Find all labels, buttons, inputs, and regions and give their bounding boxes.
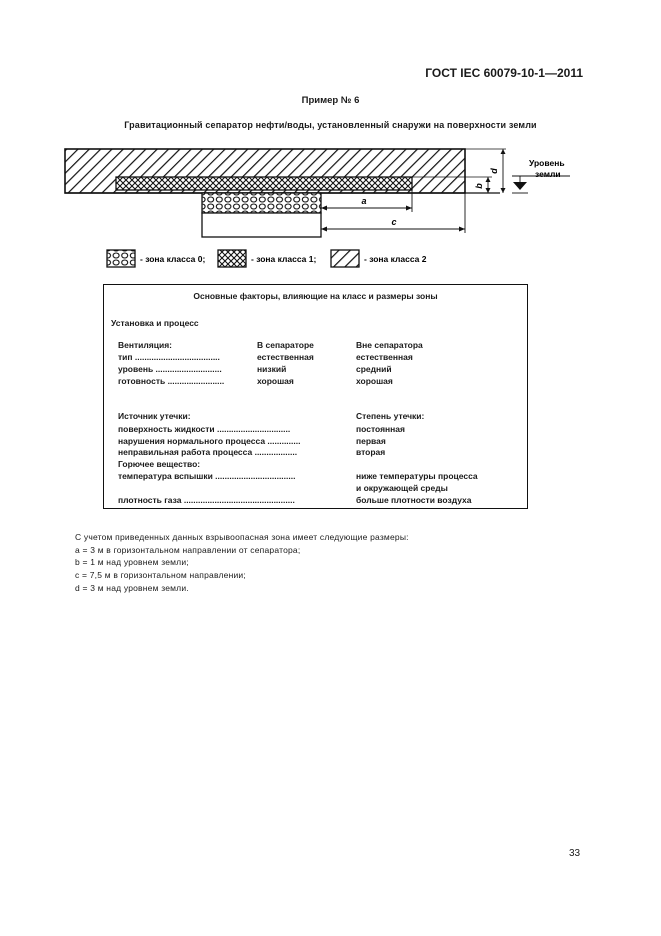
- vent-row-label: готовность ........................: [118, 376, 225, 386]
- dim-d-label: d: [489, 168, 499, 174]
- factors-section: Установка и процесс: [111, 318, 199, 328]
- conclusion-line: b = 1 м над уровнем земли;: [75, 557, 189, 567]
- vent-row-label: уровень ............................: [118, 364, 222, 374]
- conclusion-line: c = 7,5 м в горизонтальном направлении;: [75, 570, 246, 580]
- figure-caption: Гравитационный сепаратор нефти/воды, установленный снаружи на поверхности земли: [124, 120, 537, 130]
- dim-b-label: b: [474, 183, 484, 189]
- separator-body: [202, 213, 321, 237]
- conclusion-intro: С учетом приведенных данных взрывоопасная зона имеет следующие размеры:: [75, 532, 409, 542]
- vent-row-out: средний: [356, 364, 392, 374]
- flash-point-value: ниже температуры процесса: [356, 471, 478, 481]
- dim-a-label: a: [361, 196, 367, 206]
- conclusion-line: d = 3 м над уровнем земли.: [75, 583, 189, 593]
- vent-row-in: естественная: [257, 352, 314, 362]
- dim-c-label: c: [391, 217, 397, 227]
- factors-title: Основные факторы, влияющие на класс и размеры зоны: [193, 291, 438, 301]
- flash-point-label: температура вспышки ..................................: [118, 471, 296, 481]
- legend-zone2-label: - зона класса 2: [364, 254, 427, 264]
- factors-box: [103, 284, 528, 509]
- separator-drawing: [0, 0, 661, 300]
- source-row-label: поверхность жидкости ...............................: [118, 424, 291, 434]
- vent-row-in: хорошая: [257, 376, 294, 386]
- gas-density-value: больше плотности воздуха: [356, 495, 472, 505]
- degree-heading: Степень утечки:: [356, 411, 425, 421]
- vent-row-out: естественная: [356, 352, 413, 362]
- source-row-label: нарушения нормального процесса ..............: [118, 436, 301, 446]
- legend-zone1-label: - зона класса 1;: [251, 254, 317, 264]
- document-header: ГОСТ IEC 60079-10-1—2011: [425, 66, 583, 80]
- vent-row-in: низкий: [257, 364, 287, 374]
- page-number: 33: [569, 848, 581, 859]
- legend-zone0-label: - зона класса 0;: [140, 254, 206, 264]
- source-row-value: вторая: [356, 447, 386, 457]
- conclusion-line: a = 3 м в горизонтальном направлении от сепаратора;: [75, 545, 301, 555]
- ground-level-icon: [513, 182, 527, 190]
- gas-density-label: плотность газа ...............................................: [118, 495, 295, 505]
- legend-zone0-swatch: [107, 250, 135, 267]
- ventilation-heading: Вентиляция:: [118, 340, 172, 350]
- vent-row-label: тип ....................................: [118, 352, 220, 362]
- source-row-value: постоянная: [356, 424, 405, 434]
- source-row-label: неправильная работа процесса ..................: [118, 447, 298, 457]
- ground-label-line1: Уровень: [529, 158, 565, 168]
- zone1-area: [116, 177, 412, 190]
- zone0-area: [202, 193, 321, 213]
- flammable-heading: Горючее вещество:: [118, 459, 201, 469]
- example-title: Пример № 6: [301, 95, 360, 106]
- legend-zone2-swatch: [331, 250, 359, 267]
- col-out-separator: Вне сепаратора: [356, 340, 423, 350]
- ground-label-line2: земли: [535, 169, 561, 179]
- col-in-separator: В сепараторе: [257, 340, 314, 350]
- vent-row-out: хорошая: [356, 376, 393, 386]
- flash-point-value-cont: и окружающей среды: [356, 483, 448, 493]
- source-heading: Источник утечки:: [118, 411, 191, 421]
- legend-zone1-swatch: [218, 250, 246, 267]
- source-row-value: первая: [356, 436, 386, 446]
